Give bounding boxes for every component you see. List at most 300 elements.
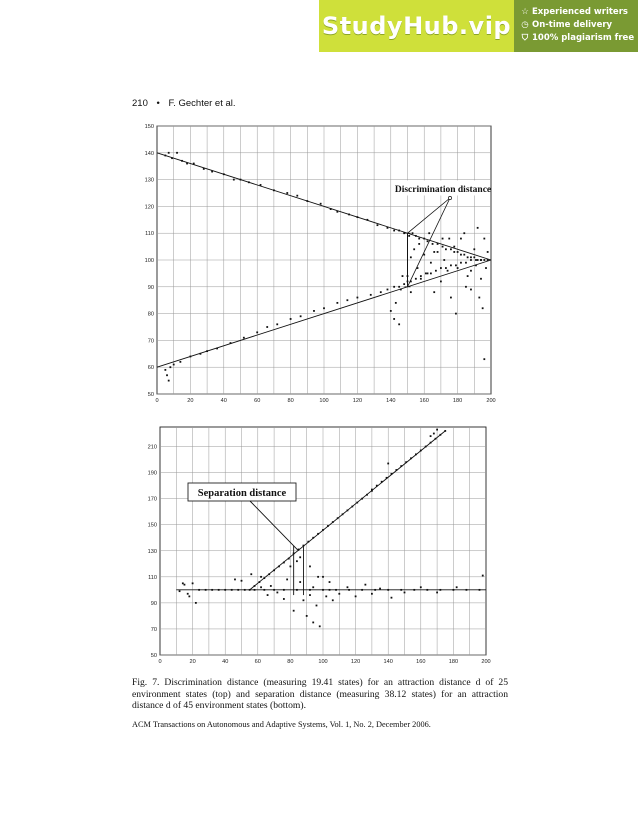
- data-point: [184, 584, 186, 586]
- data-point: [430, 442, 432, 444]
- data-point: [428, 232, 430, 234]
- data-point: [367, 219, 369, 221]
- data-point: [425, 273, 427, 275]
- y-tick-label: 60: [147, 365, 154, 372]
- perk-plagiarism-free: [520, 32, 638, 45]
- data-point: [348, 589, 350, 591]
- data-point: [181, 160, 183, 162]
- data-point: [443, 259, 445, 261]
- figure-caption: Fig. 7. Discrimination distance (measuring 19.41 states) for an attraction distance d of 25 environment states (top) and separation distance (measuring 38.12 states) for an attraction distance d of 45 environment states (bottom).: [132, 677, 508, 711]
- data-point: [330, 208, 332, 210]
- data-point: [404, 592, 406, 594]
- data-point: [444, 430, 446, 432]
- data-point: [348, 214, 350, 216]
- data-point: [487, 259, 489, 261]
- data-point: [436, 592, 438, 594]
- data-point: [370, 294, 372, 296]
- data-point: [320, 203, 322, 205]
- data-point: [460, 238, 462, 240]
- data-point: [477, 227, 479, 229]
- data-point: [387, 289, 389, 291]
- y-tick-label: 130: [144, 177, 154, 184]
- data-point: [436, 429, 438, 431]
- data-point: [283, 589, 285, 591]
- data-point: [463, 232, 465, 234]
- data-point: [260, 184, 262, 186]
- data-point: [473, 248, 475, 250]
- star-icon: ☆: [521, 7, 529, 17]
- data-point: [243, 337, 245, 339]
- data-point: [357, 297, 359, 299]
- data-point: [427, 240, 429, 242]
- x-tick-label: 200: [486, 398, 496, 404]
- y-tick-label: 50: [150, 653, 157, 659]
- data-point: [322, 576, 324, 578]
- data-point: [306, 615, 308, 617]
- data-point: [357, 216, 359, 218]
- data-point: [400, 465, 402, 467]
- data-point: [198, 589, 200, 591]
- data-point: [445, 248, 447, 250]
- data-point: [230, 342, 232, 344]
- data-point: [322, 589, 324, 591]
- data-point: [430, 435, 432, 437]
- separation-chart: [132, 421, 502, 671]
- data-point: [457, 251, 459, 253]
- data-point: [190, 356, 192, 358]
- data-point: [309, 566, 311, 568]
- data-point: [218, 589, 220, 591]
- data-point: [470, 259, 472, 261]
- x-tick-label: 40: [222, 659, 229, 665]
- data-point: [309, 589, 311, 591]
- data-point: [234, 579, 236, 581]
- x-tick-label: 20: [189, 659, 196, 665]
- data-point: [420, 278, 422, 280]
- data-point: [188, 595, 190, 597]
- data-point: [351, 506, 353, 508]
- data-point: [433, 433, 435, 435]
- data-point: [296, 589, 298, 591]
- data-point: [312, 537, 314, 539]
- perk-on-time-delivery: [520, 19, 638, 32]
- data-point: [483, 238, 485, 240]
- data-point: [233, 179, 235, 181]
- data-point: [329, 589, 331, 591]
- data-point: [442, 238, 444, 240]
- y-tick-label: 110: [145, 231, 154, 238]
- data-point: [179, 361, 181, 363]
- data-point: [467, 275, 469, 277]
- data-point: [482, 307, 484, 309]
- data-point: [332, 521, 334, 523]
- data-point: [433, 291, 435, 293]
- data-point: [283, 562, 285, 564]
- data-point: [312, 622, 314, 624]
- data-point: [439, 589, 441, 591]
- data-point: [425, 446, 427, 448]
- data-point: [273, 569, 275, 571]
- data-point: [317, 533, 319, 535]
- y-tick-label: 100: [144, 258, 154, 264]
- data-point: [249, 589, 251, 591]
- data-point: [386, 477, 388, 479]
- data-point: [470, 256, 472, 258]
- data-point: [402, 275, 404, 277]
- y-tick-label: 210: [147, 444, 157, 451]
- data-point: [193, 163, 195, 165]
- x-tick-label: 0: [158, 659, 162, 665]
- y-tick-label: 130: [147, 548, 157, 555]
- data-point: [296, 195, 298, 197]
- data-point: [342, 513, 344, 515]
- data-point: [479, 589, 481, 591]
- data-point: [286, 579, 288, 581]
- data-point: [248, 181, 250, 183]
- data-point: [276, 592, 278, 594]
- data-point: [323, 307, 325, 309]
- x-tick-label: 100: [319, 398, 329, 404]
- data-point: [273, 189, 275, 191]
- data-point: [456, 586, 458, 588]
- data-point: [377, 224, 379, 226]
- data-point: [433, 251, 435, 253]
- perk-label: On-time delivery: [532, 20, 613, 30]
- data-point: [418, 243, 420, 245]
- perk-label: Experienced writers: [532, 7, 628, 17]
- data-point: [206, 350, 208, 352]
- data-point: [405, 461, 407, 463]
- data-point: [466, 589, 468, 591]
- data-point: [393, 286, 395, 288]
- data-point: [463, 254, 465, 256]
- data-point: [361, 589, 363, 591]
- data-point: [403, 283, 405, 285]
- data-point: [312, 586, 314, 588]
- x-tick-label: 120: [350, 659, 361, 665]
- data-point: [413, 589, 415, 591]
- y-tick-label: 190: [147, 470, 157, 477]
- data-point: [364, 584, 366, 586]
- data-point: [390, 310, 392, 312]
- data-point: [480, 278, 482, 280]
- data-point: [437, 243, 439, 245]
- y-tick-label: 70: [150, 626, 157, 633]
- data-point: [260, 586, 262, 588]
- data-point: [445, 267, 447, 269]
- y-tick-label: 70: [147, 338, 154, 345]
- data-point: [437, 251, 439, 253]
- data-point: [286, 192, 288, 194]
- data-point: [211, 589, 213, 591]
- perks-list: [520, 6, 638, 45]
- discrimination-chart: [132, 118, 502, 418]
- shield-icon: ⛉: [521, 33, 529, 43]
- data-point: [410, 457, 412, 459]
- data-point: [387, 463, 389, 465]
- data-point: [483, 259, 485, 261]
- data-point: [432, 243, 434, 245]
- x-tick-label: 180: [448, 659, 459, 665]
- data-point: [306, 200, 308, 202]
- x-tick-label: 40: [220, 398, 227, 404]
- data-point: [171, 157, 173, 159]
- data-point: [467, 256, 469, 258]
- data-point: [380, 291, 382, 293]
- data-point: [254, 585, 256, 587]
- data-point: [223, 173, 225, 175]
- data-point: [361, 498, 363, 500]
- data-point: [224, 589, 226, 591]
- journal-footer: ACM Transactions on Autonomous and Adaptive Systems, Vol. 1, No. 2, December 2006.: [132, 720, 431, 729]
- data-point: [356, 502, 358, 504]
- data-point: [309, 594, 311, 596]
- data-point: [374, 589, 376, 591]
- data-point: [200, 353, 202, 355]
- data-point: [470, 289, 472, 291]
- data-point: [470, 270, 472, 272]
- data-point: [483, 358, 485, 360]
- data-point: [335, 589, 337, 591]
- data-point: [450, 297, 452, 299]
- y-tick-label: 170: [147, 496, 157, 503]
- header-authors: F. Gechter et al.: [168, 98, 236, 109]
- data-point: [169, 366, 171, 368]
- data-point: [332, 599, 334, 601]
- data-point: [203, 168, 205, 170]
- data-point: [426, 589, 428, 591]
- data-point: [293, 552, 295, 554]
- data-point: [371, 490, 373, 492]
- data-point: [366, 494, 368, 496]
- data-point: [435, 270, 437, 272]
- data-point: [453, 251, 455, 253]
- clock-icon: ◷: [521, 20, 529, 30]
- data-point: [430, 262, 432, 264]
- data-point: [276, 323, 278, 325]
- data-point: [316, 605, 318, 607]
- data-point: [263, 589, 265, 591]
- x-tick-label: 80: [287, 398, 294, 404]
- data-point: [195, 602, 197, 604]
- data-point: [391, 473, 393, 475]
- data-point: [268, 573, 270, 575]
- data-point: [303, 599, 305, 601]
- data-point: [393, 318, 395, 320]
- studyhub-logo[interactable]: StudyHub.vip: [319, 0, 514, 52]
- y-tick-label: 50: [147, 392, 154, 398]
- data-point: [460, 262, 462, 264]
- data-point: [387, 589, 389, 591]
- data-point: [430, 273, 432, 275]
- data-point: [211, 171, 213, 173]
- data-point: [237, 589, 239, 591]
- data-point: [379, 588, 381, 590]
- x-tick-label: 80: [287, 659, 294, 665]
- data-point: [465, 262, 467, 264]
- data-point: [166, 374, 168, 376]
- y-tick-label: 120: [144, 204, 154, 211]
- y-tick-label: 140: [144, 150, 154, 157]
- running-header: [132, 98, 242, 109]
- data-point: [393, 230, 395, 232]
- data-point: [447, 270, 449, 272]
- data-point: [465, 286, 467, 288]
- data-point: [168, 152, 170, 154]
- data-point: [347, 586, 349, 588]
- data-point: [186, 163, 188, 165]
- data-point: [415, 235, 417, 237]
- data-point: [290, 566, 292, 568]
- data-point: [455, 264, 457, 266]
- data-point: [300, 315, 302, 317]
- data-point: [176, 152, 178, 154]
- annotation-label: Separation distance: [197, 488, 287, 499]
- data-point: [293, 610, 295, 612]
- perk-experienced-writers: [520, 6, 638, 19]
- data-point: [313, 310, 315, 312]
- data-point: [410, 291, 412, 293]
- data-point: [478, 297, 480, 299]
- data-point: [325, 595, 327, 597]
- data-point: [299, 556, 301, 558]
- data-point: [278, 566, 280, 568]
- data-point: [240, 179, 242, 181]
- data-point: [322, 529, 324, 531]
- data-point: [283, 598, 285, 600]
- data-point: [270, 585, 272, 587]
- y-tick-label: 110: [148, 574, 157, 581]
- x-tick-label: 120: [352, 398, 363, 404]
- data-point: [290, 318, 292, 320]
- data-point: [398, 323, 400, 325]
- studyhub-banner[interactable]: [319, 0, 638, 52]
- data-point: [355, 595, 357, 597]
- data-point: [450, 264, 452, 266]
- x-tick-label: 20: [187, 398, 194, 404]
- data-point: [260, 576, 262, 578]
- data-point: [440, 281, 442, 283]
- data-point: [296, 560, 298, 562]
- data-point: [327, 525, 329, 527]
- data-point: [216, 348, 218, 350]
- data-point: [423, 238, 425, 240]
- annotation-anchor: [448, 196, 451, 199]
- data-point: [244, 589, 246, 591]
- data-point: [179, 590, 181, 592]
- data-point: [420, 586, 422, 588]
- data-point: [418, 238, 420, 240]
- data-point: [400, 589, 402, 591]
- data-point: [256, 331, 258, 333]
- x-tick-label: 160: [419, 398, 429, 404]
- x-tick-label: 180: [452, 398, 463, 404]
- data-point: [398, 230, 400, 232]
- data-point: [346, 299, 348, 301]
- data-point: [259, 581, 261, 583]
- y-tick-label: 150: [147, 522, 157, 529]
- data-point: [336, 211, 338, 213]
- data-point: [329, 581, 331, 583]
- data-point: [263, 577, 265, 579]
- data-point: [475, 259, 477, 261]
- data-point: [439, 434, 441, 436]
- data-point: [415, 278, 417, 280]
- y-tick-label: 80: [147, 311, 154, 318]
- data-point: [303, 545, 305, 547]
- data-point: [427, 273, 429, 275]
- data-point: [440, 267, 442, 269]
- data-point: [391, 597, 393, 599]
- annotation-label: Discrimination distance: [394, 185, 492, 195]
- data-point: [338, 593, 340, 595]
- data-point: [485, 267, 487, 269]
- data-point: [371, 593, 373, 595]
- data-point: [307, 541, 309, 543]
- x-tick-label: 100: [318, 659, 328, 665]
- data-point: [266, 326, 268, 328]
- data-point: [164, 369, 166, 371]
- data-point: [480, 259, 482, 261]
- data-point: [453, 589, 455, 591]
- data-point: [173, 364, 175, 366]
- x-tick-label: 60: [254, 659, 261, 665]
- data-point: [482, 575, 484, 577]
- data-point: [477, 259, 479, 261]
- data-point: [455, 313, 457, 315]
- y-tick-label: 150: [144, 124, 154, 130]
- data-point: [457, 267, 459, 269]
- data-point: [395, 302, 397, 304]
- data-point: [347, 509, 349, 511]
- x-tick-label: 140: [383, 659, 393, 665]
- data-point: [376, 485, 378, 487]
- data-point: [487, 251, 489, 253]
- data-point: [453, 246, 455, 248]
- page-number: 210: [132, 98, 148, 109]
- data-point: [187, 593, 189, 595]
- data-point: [395, 469, 397, 471]
- data-point: [400, 289, 402, 291]
- x-tick-label: 160: [416, 659, 426, 665]
- y-tick-label: 90: [147, 284, 154, 291]
- data-point: [273, 589, 275, 591]
- data-point: [250, 573, 252, 575]
- data-point: [415, 453, 417, 455]
- x-tick-label: 0: [155, 398, 159, 404]
- data-point: [420, 275, 422, 277]
- data-point: [336, 302, 338, 304]
- data-point: [448, 238, 450, 240]
- data-point: [192, 582, 194, 584]
- data-point: [413, 248, 415, 250]
- data-point: [319, 625, 321, 627]
- data-point: [420, 450, 422, 452]
- data-point: [164, 155, 166, 157]
- data-point: [241, 580, 243, 582]
- data-point: [231, 589, 233, 591]
- data-point: [299, 581, 301, 583]
- data-point: [408, 235, 410, 237]
- x-tick-label: 200: [481, 659, 491, 665]
- x-tick-label: 140: [386, 398, 396, 404]
- data-point: [288, 558, 290, 560]
- data-point: [254, 589, 256, 591]
- x-tick-label: 60: [254, 398, 261, 404]
- data-point: [317, 576, 319, 578]
- data-point: [398, 286, 400, 288]
- data-point: [460, 254, 462, 256]
